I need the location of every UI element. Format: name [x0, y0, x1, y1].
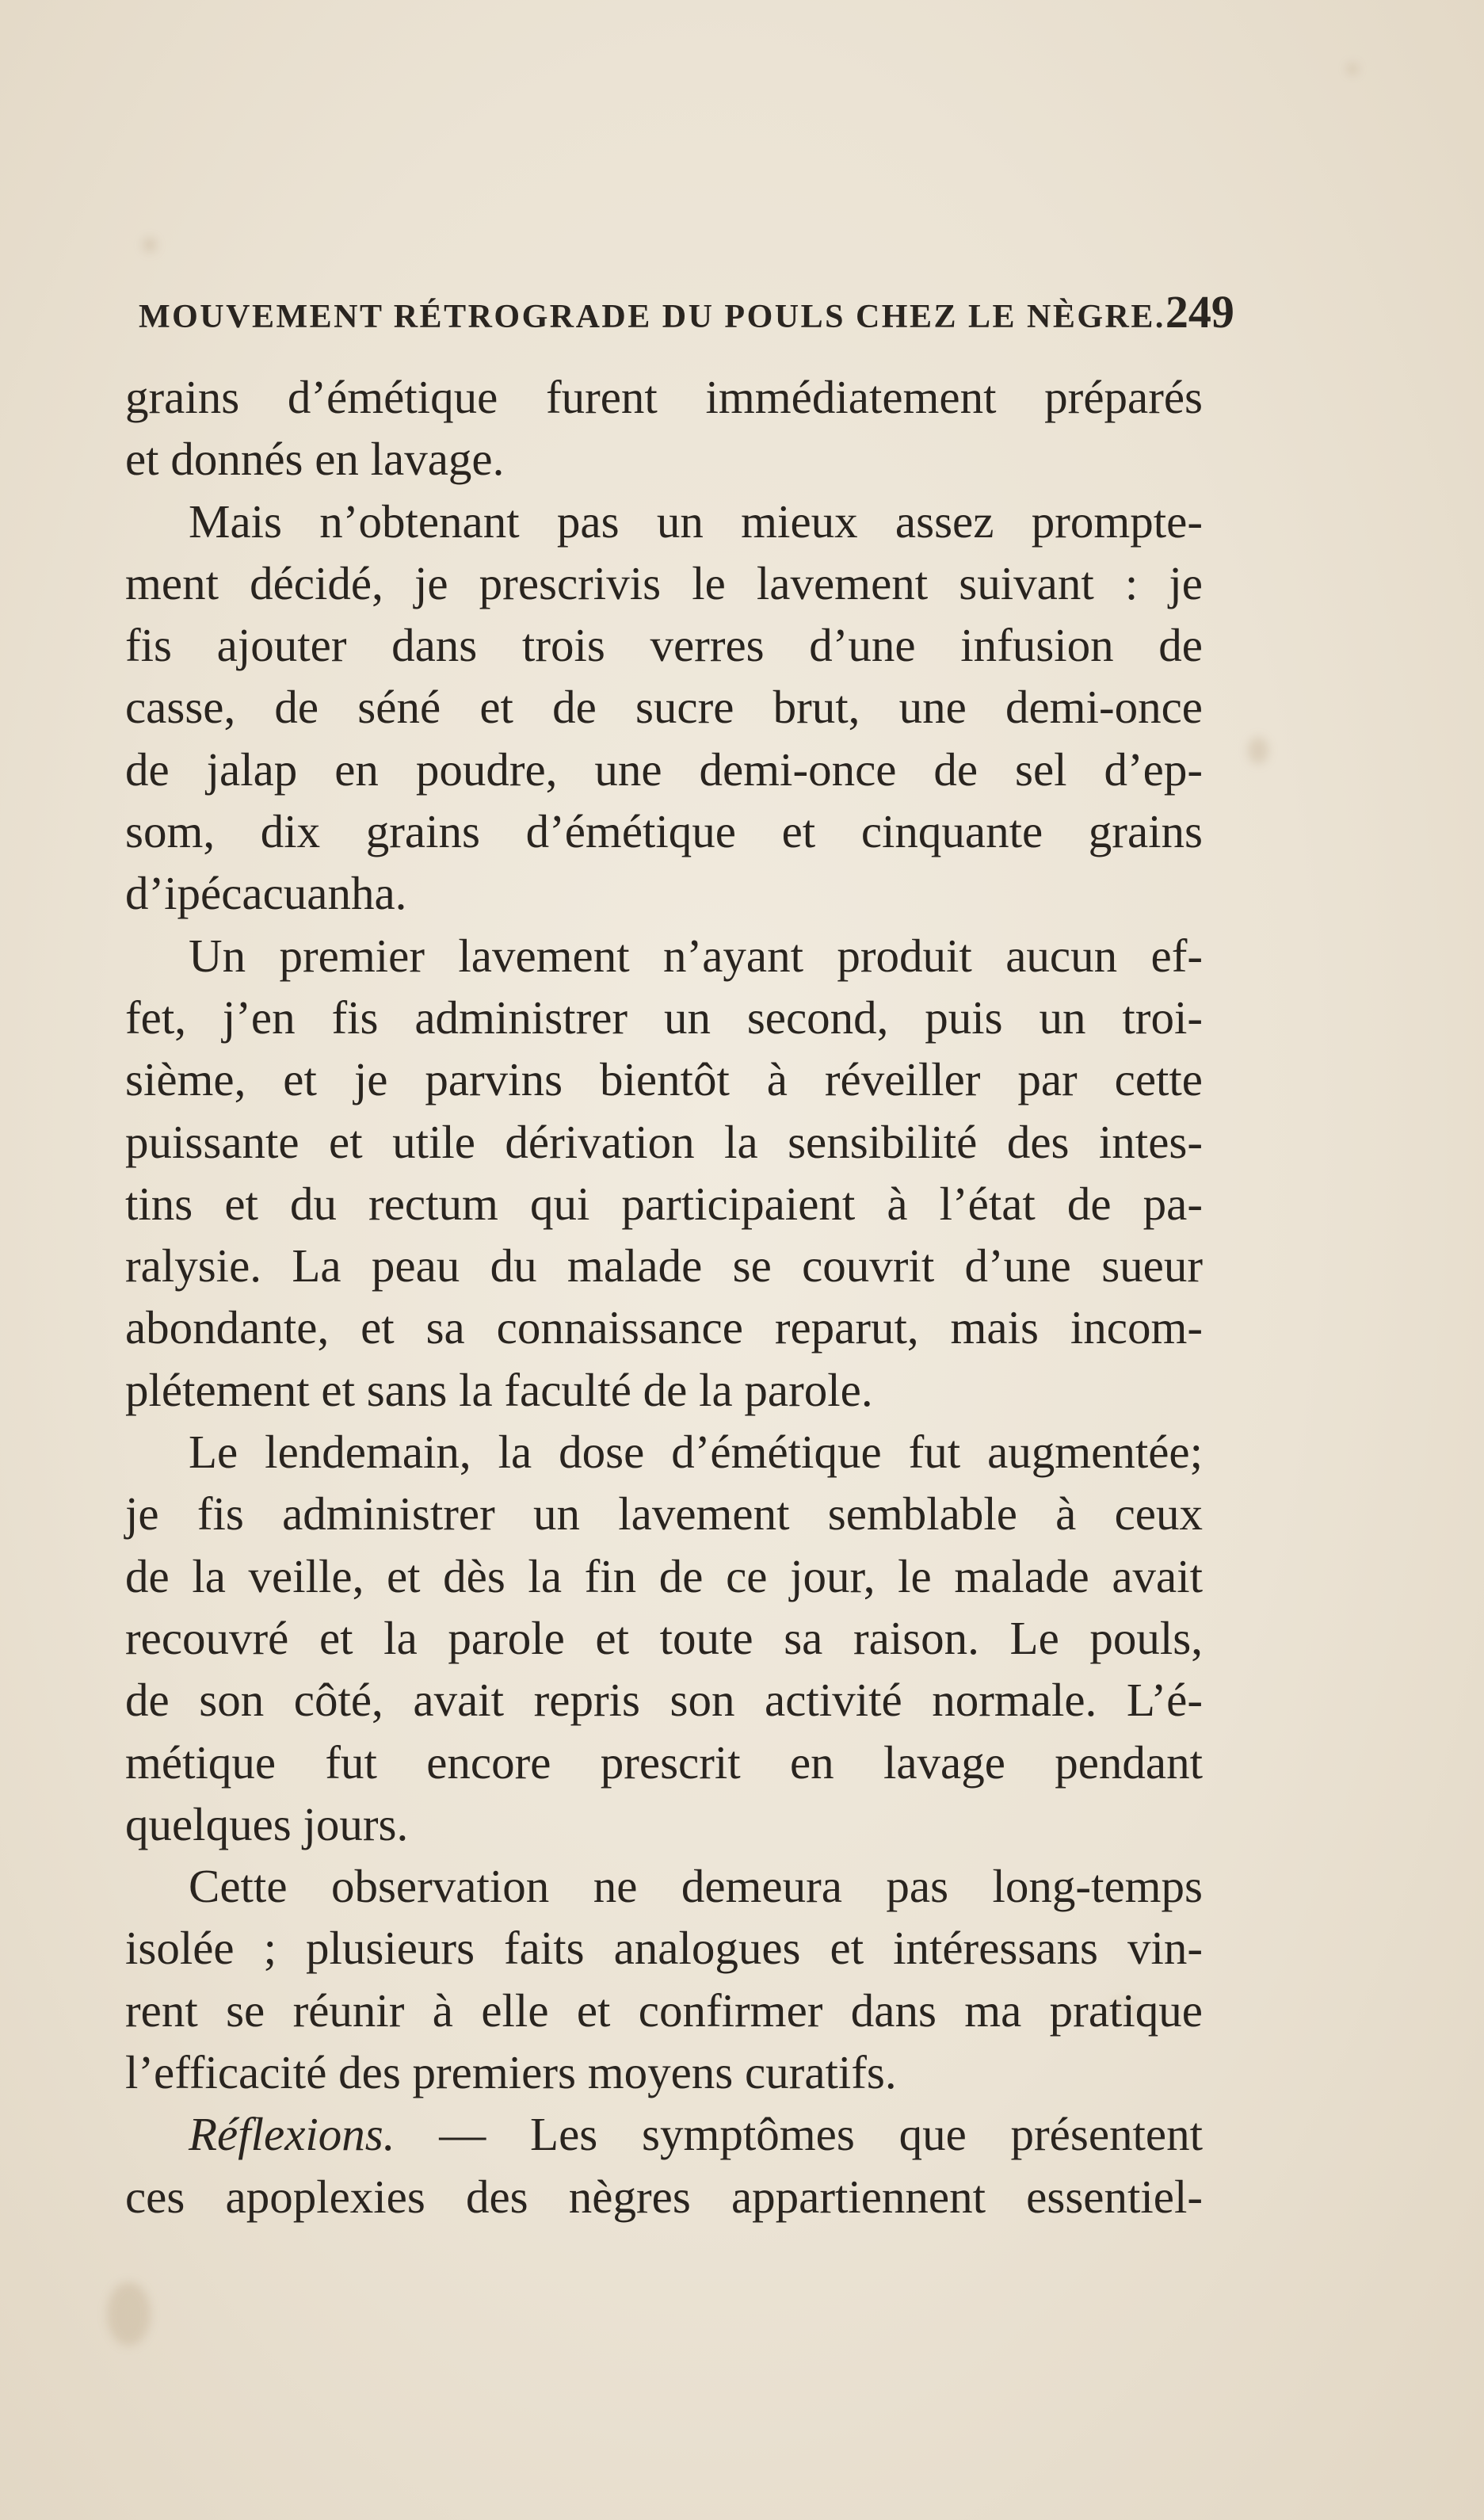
text-line: puissante et utile dérivation la sensibilité des intes- — [125, 1115, 1203, 1168]
running-head: MOUVEMENT RÉTROGRADE DU POULS CHEZ LE NÈGRE. — [139, 299, 1165, 335]
page-header — [139, 285, 1234, 357]
text-line: d’ipécacuanha. — [125, 867, 407, 920]
text-line: grains d’émétique furent immédiatement préparés — [125, 371, 1203, 423]
text-line: isolée ; plusieurs faits analogues et intéressans vin- — [125, 1922, 1203, 1975]
text-line: quelques jours. — [125, 1797, 409, 1850]
paper-stain — [1347, 63, 1358, 74]
text-line: ces apoplexies des nègres appartiennent essentiel- — [125, 2170, 1203, 2223]
page-number: 249 — [1165, 286, 1234, 338]
text-line: ralysie. La peau du malade se couvrit d’une sueur — [125, 1239, 1203, 1292]
text-line: fet, j’en fis administrer un second, puis un troi- — [125, 991, 1203, 1044]
text-line: Un premier lavement n’ayant produit aucun ef- — [189, 929, 1203, 982]
text-fragment: — Les symptômes que présentent — [395, 2108, 1203, 2161]
text-line — [125, 2103, 1203, 2165]
text-line: rent se réunir à elle et confirmer dans ma pratique — [125, 1984, 1203, 2037]
text-line: je fis administrer un lavement semblable à ceux — [125, 1487, 1203, 1541]
reflexions-heading: Réflexions. — [189, 2108, 395, 2161]
text-line: Mais n’obtenant pas un mieux assez prompte- — [189, 494, 1203, 548]
text-line: casse, de séné et de sucre brut, une demi-once — [125, 681, 1203, 734]
text-line: l’efficacité des premiers moyens curatifs. — [125, 2046, 897, 2099]
paper-stain — [107, 2282, 151, 2346]
text-line: ment décidé, je prescrivis le lavement suivant : je — [125, 556, 1203, 609]
paper-stain — [143, 238, 157, 252]
text-line: Cette observation ne demeura pas long-temps — [189, 1860, 1203, 1913]
text-line: abondante, et sa connaissance reparut, mais incom- — [125, 1301, 1203, 1354]
text-line: fis ajouter dans trois verres d’une infusion de — [125, 619, 1203, 672]
text-line: de la veille, et dès la fin de ce jour, le malade avait — [125, 1549, 1203, 1602]
paper-stain — [1248, 737, 1268, 764]
text-line: recouvré et la parole et toute sa raison. Le pouls, — [125, 1611, 1203, 1664]
text-line: som, dix grains d’émétique et cinquante grains — [125, 805, 1203, 858]
body-text — [125, 366, 1203, 2228]
text-line: plétement et sans la faculté de la parole. — [125, 1363, 873, 1416]
text-line: tins et du rectum qui participaient à l’état de pa- — [125, 1177, 1203, 1230]
text-line: sième, et je parvins bientôt à réveiller par cette — [125, 1053, 1203, 1106]
text-line: de son côté, avait repris son activité normale. L’é- — [125, 1674, 1203, 1727]
text-line: Le lendemain, la dose d’émétique fut augmentée; — [189, 1426, 1203, 1479]
text-line: de jalap en poudre, une demi-once de sel d’ep- — [125, 743, 1203, 796]
text-line: métique fut encore prescrit en lavage pendant — [125, 1735, 1203, 1789]
text-line: et donnés en lavage. — [125, 433, 505, 486]
